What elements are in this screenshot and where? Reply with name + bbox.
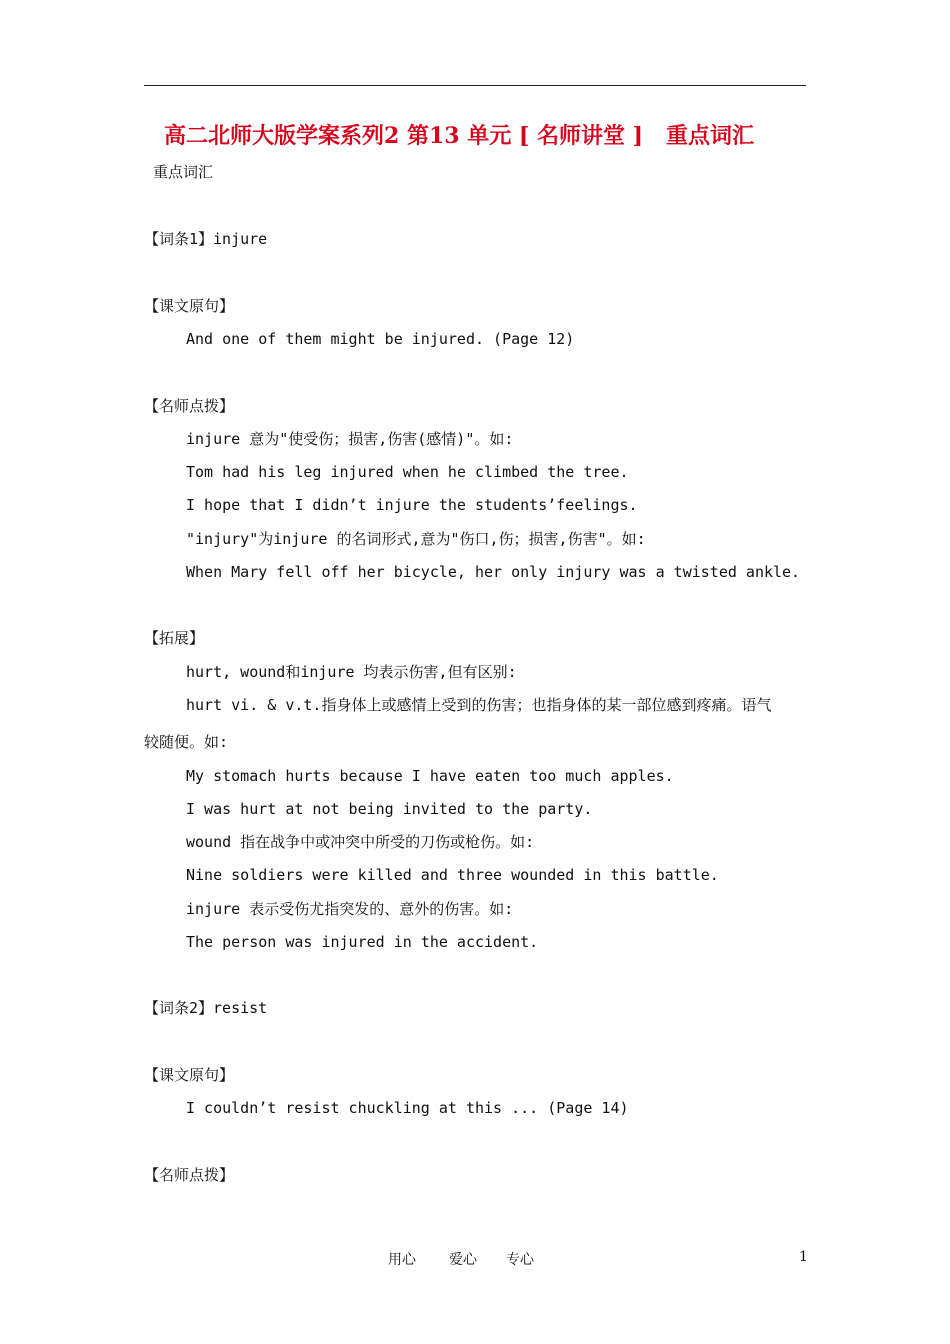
extension-line: hurt, wound和injure 均表示伤害,但有区别: [186,663,517,681]
entry1-tips-heading: 【名师点拨】 [144,397,235,415]
section-subtitle: 重点词汇 [153,163,214,181]
entry2-tips-heading: 【名师点拨】 [144,1166,235,1184]
extension-heading: 【拓展】 [144,629,205,647]
entry1-heading: 【词条1】injure [144,230,268,248]
entry2-heading: 【词条2】resist [144,999,268,1017]
entry1-tip-line: "injury"为injure 的名词形式,意为"伤口,伤；损害,伤害"。如: [186,530,646,548]
extension-line: Nine soldiers were killed and three wounded in this battle. [186,866,719,884]
entry1-source-heading: 【课文原句】 [144,297,235,315]
entry2-source-sentence: I couldn’t resist chuckling at this ... (Page 14) [186,1099,629,1117]
extension-line: injure 表示受伤尤指突发的、意外的伤害。如: [186,900,514,918]
footer-motto: 爱心 [449,1252,477,1268]
extension-line: hurt vi. & v.t.指身体上或感情上受到的伤害；也指身体的某一部位感到疼痛。语气 [186,696,772,714]
extension-line: wound 指在战争中或冲突中所受的刀伤或枪伤。如: [186,833,535,851]
entry2-source-heading: 【课文原句】 [144,1066,235,1084]
entry1-source-sentence: And one of them might be injured. (Page 12) [186,330,575,348]
footer-motto: 用心 [388,1252,416,1268]
header-rule [144,85,806,86]
document-title: 高二北师大版学案系列2 第13 单元 [ 名师讲堂 ] 重点词汇 [164,123,755,149]
entry1-tip-line: I hope that I didn’t injure the students’feelings. [186,496,638,514]
extension-line: 较随便。如: [144,733,229,751]
entry1-tip-line: Tom had his leg injured when he climbed the tree. [186,463,629,481]
extension-line: I was hurt at not being invited to the party. [186,800,593,818]
entry1-tip-line: injure 意为"使受伤；损害,伤害(感情)"。如: [186,430,514,448]
extension-line: The person was injured in the accident. [186,933,539,951]
extension-line: My stomach hurts because I have eaten too much apples. [186,767,674,785]
footer-motto: 专心 [506,1252,534,1268]
entry1-tip-line: When Mary fell off her bicycle, her only injury was a twisted ankle. [186,563,801,581]
page-number: 1 [799,1249,808,1265]
